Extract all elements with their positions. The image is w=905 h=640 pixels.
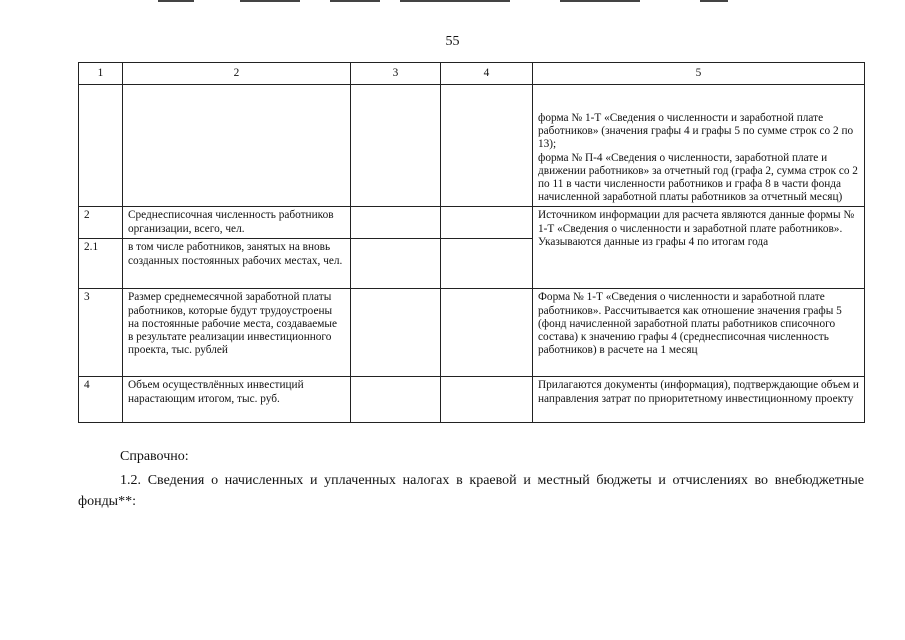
header-col-1: 1 xyxy=(79,63,123,85)
indicators-table xyxy=(78,62,865,423)
table-row-2 xyxy=(79,207,865,239)
row-col3 xyxy=(351,207,441,239)
table-row-3 xyxy=(79,289,865,377)
row-name: в том числе работников, занятых на вновь созданных постоянных рабочих местах, чел. xyxy=(123,239,351,289)
reference-label: Справочно: xyxy=(120,449,189,464)
row-col4 xyxy=(441,289,533,377)
row-source: Форма № 1-Т «Сведения о численности и заработной плате работников». Рассчитывается как отношение значения графы 5 (фонд начисленной заработной платы работников списочного состава) к значению графы 4 (среднесписочная численность работников) в расчете на 1 месяц xyxy=(533,289,865,377)
header-col-5: 5 xyxy=(533,63,865,85)
row-col3 xyxy=(351,85,441,207)
row-source: Источником информации для расчета являются данные формы № 1-Т «Сведения о численности и заработной плате работников». Указываются данные из графы 4 по итогам года xyxy=(533,207,865,289)
page-number: 55 xyxy=(445,34,460,49)
row-name: Среднесписочная численность работников организации, всего, чел. xyxy=(123,207,351,239)
source-text: форма № 1-Т «Сведения о численности и заработной плате работников» (значения графы 4 и графы 5 по сумме строк со 2 по 13); форма № П-4 «Сведения о численности, заработной плате и движении работников» за отчетный год (графа 2, сумма строк со 2 по 11 в части численности работников и графа 8 в части фонда начисленной заработной платы работников за отчетный месяц) xyxy=(538,112,858,204)
row-source xyxy=(533,85,865,207)
header-col-4: 4 xyxy=(441,63,533,85)
row-num: 4 xyxy=(79,377,123,423)
table-header-row xyxy=(79,63,865,85)
table-row-4 xyxy=(79,377,865,423)
row-name: Размер среднемесячной заработной платы работников, которые будут трудоустроены на постоянные рабочие места, создаваемые в результате реализации инвестиционного проекта, тыс. рублей xyxy=(123,289,351,377)
row-col4 xyxy=(441,239,533,289)
row-num: 2.1 xyxy=(79,239,123,289)
row-col3 xyxy=(351,377,441,423)
row-name xyxy=(123,85,351,207)
table-row-continuation xyxy=(79,85,865,207)
row-name: Объем осуществлённых инвестиций нарастающим итогом, тыс. руб. xyxy=(123,377,351,423)
row-col4 xyxy=(441,377,533,423)
top-cropped-marks xyxy=(0,0,905,4)
row-source: Прилагаются документы (информация), подтверждающие объем и направления затрат по приоритетному инвестиционному проекту xyxy=(533,377,865,423)
row-col4 xyxy=(441,207,533,239)
row-num: 2 xyxy=(79,207,123,239)
row-num: 3 xyxy=(79,289,123,377)
header-col-3: 3 xyxy=(351,63,441,85)
row-col3 xyxy=(351,239,441,289)
row-col4 xyxy=(441,85,533,207)
header-col-2: 2 xyxy=(123,63,351,85)
section-paragraph: 1.2. Сведения о начисленных и уплаченных налогах в краевой и местный бюджеты и отчислениях во внебюджетные фонды**: xyxy=(78,473,864,509)
row-col3 xyxy=(351,289,441,377)
row-num xyxy=(79,85,123,207)
